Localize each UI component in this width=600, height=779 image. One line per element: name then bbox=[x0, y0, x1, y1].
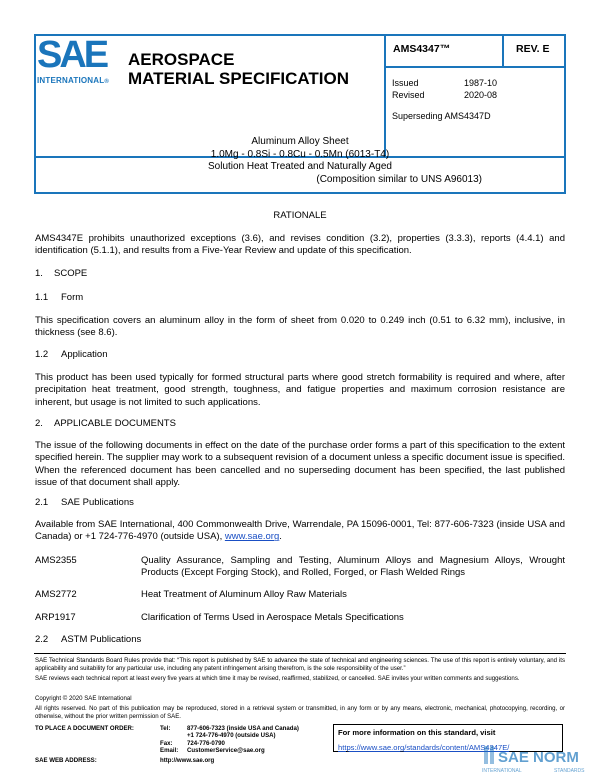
watermark-sub2: STANDARDS bbox=[554, 768, 585, 774]
section-1-2-text: This product has been used typically for formed structural parts where good stretch formability is required and where, after precipitation heat treatment, good strength, toughness, and fatigue properties and maximum corrosion resistance are inherent, but usage is not limited to such applications. bbox=[35, 372, 565, 408]
subtitle-line4: (Composition similar to UNS A96013) bbox=[316, 173, 482, 185]
section-1-1-text: This specification covers an aluminum alloy in the form of sheet from 0.020 to 0.249 inch (0.51 to 6.32 mm), inclusive, in thickness (see 8.6). bbox=[35, 315, 565, 339]
section-1-number: 1. bbox=[35, 268, 43, 279]
section-2-2-title: ASTM Publications bbox=[61, 634, 142, 645]
ref-description: Clarification of Terms Used in Aerospace Metals Specifications bbox=[141, 612, 404, 623]
info-title: For more information on this standard, visit bbox=[338, 728, 496, 737]
standard-link[interactable]: https://www.sae.org/standards/content/AMS4347E/ bbox=[338, 743, 510, 752]
section-1-1-number: 1.1 bbox=[35, 292, 49, 303]
logo-mark: SAE bbox=[37, 34, 107, 76]
ref-description: Heat Treatment of Aluminum Alloy Raw Materials bbox=[141, 589, 347, 600]
section-2-title: APPLICABLE DOCUMENTS bbox=[54, 418, 176, 429]
issued-label: Issued bbox=[392, 78, 419, 88]
logo-subtitle: INTERNATIONAL® bbox=[37, 76, 109, 85]
web-address[interactable]: http://www.sae.org bbox=[160, 757, 215, 764]
watermark-mark: SAE NORM bbox=[498, 749, 579, 766]
section-1-2-title: Application bbox=[61, 349, 108, 360]
section-2-1-number: 2.1 bbox=[35, 497, 49, 508]
tel-label: Tel: bbox=[160, 725, 171, 732]
section-2-1-title: SAE Publications bbox=[61, 497, 134, 508]
footer-copyright: Copyright © 2020 SAE International bbox=[35, 695, 132, 702]
section-2-2-number: 2.2 bbox=[35, 634, 49, 645]
watermark-sub: INTERNATIONAL bbox=[482, 768, 522, 774]
footer-review-note: SAE reviews each technical report at least every five years at which time it may be revised, reaffirmed, stabilized, or cancelled. SAE invites your written comments and suggestions. bbox=[35, 675, 520, 682]
subtitle-line3: Solution Heat Treated and Naturally Aged bbox=[207, 161, 392, 172]
subtitle-line2: 1.0Mg - 0.8Si - 0.8Cu - 0.5Mn (6013-T4) bbox=[210, 148, 390, 160]
sae-website-link[interactable]: www.sae.org bbox=[224, 531, 280, 543]
section-1-title: SCOPE bbox=[54, 268, 88, 279]
document-subtitle bbox=[36, 136, 564, 186]
watermark-logo bbox=[482, 742, 594, 774]
header-divider-rev bbox=[502, 36, 504, 66]
rationale-text: AMS4347E prohibits unauthorized exceptions (3.6), and revises condition (3.2), properties (3.3.3), reports (4.4.1) and identification (5.1.1), and results from a Five-Year Review and update of this specification. bbox=[35, 233, 565, 257]
watermark-graphic bbox=[482, 742, 594, 774]
fax-label: Fax: bbox=[160, 740, 173, 747]
section-2-text: The issue of the following documents in effect on the date of the purchase order forms a part of this specification to the extent specified herein. The supplier may work to a subsequent revision of a document unless a specific document issue is specified. When the referenced document has been cancelled and no superseding document has been specified, the last published issue of that document shall apply. bbox=[35, 440, 565, 488]
ref-code: ARP1917 bbox=[35, 612, 76, 623]
tel-outside: +1 724-776-4970 (outside USA) bbox=[187, 732, 276, 739]
spec-title bbox=[128, 50, 349, 88]
sae-logo bbox=[37, 36, 119, 86]
subtitle-line1: Aluminum Alloy Sheet bbox=[251, 136, 349, 147]
revised-label: Revised bbox=[392, 90, 425, 100]
revised-value: 2020-08 bbox=[464, 90, 498, 100]
section-1-2-number: 1.2 bbox=[35, 349, 49, 360]
tel-inside: 877-606-7323 (inside USA and Canada) bbox=[187, 725, 299, 732]
registered-mark: ® bbox=[104, 79, 109, 85]
email-label: Email: bbox=[160, 747, 179, 754]
footer-disclaimer: SAE Technical Standards Board Rules provide that: “This report is published by SAE to advance the state of technical and engineering sciences. The use of this report is entirely voluntary, and its applicability and suitability for any particular use, including any patent infringement arising therefrom, is the sole responsibility of the user.” bbox=[35, 657, 565, 672]
header-divider-doc bbox=[384, 66, 566, 68]
superseding-note: Superseding AMS4347D bbox=[392, 111, 491, 121]
web-label: SAE WEB ADDRESS: bbox=[35, 757, 97, 764]
issued-value: 1987-10 bbox=[464, 78, 498, 88]
ref-description: Quality Assurance, Sampling and Testing, Aluminum Alloys and Magnesium Alloys, Wrought Products (Except Forging Stock), and Rolled, Forged, or Flash Welded Rings bbox=[141, 555, 565, 579]
fax-number: 724-776-0790 bbox=[187, 740, 225, 747]
ref-code: AMS2772 bbox=[35, 589, 77, 600]
spec-title-line2: MATERIAL SPECIFICATION bbox=[128, 69, 349, 88]
section-1-1-title: Form bbox=[61, 292, 84, 303]
section-2-number: 2. bbox=[35, 418, 43, 429]
order-label: TO PLACE A DOCUMENT ORDER: bbox=[35, 725, 134, 732]
ref-code: AMS2355 bbox=[35, 555, 77, 566]
footer-divider bbox=[34, 653, 566, 654]
spec-title-line1: AEROSPACE bbox=[128, 50, 235, 69]
rationale-heading: RATIONALE bbox=[273, 210, 327, 221]
section-2-1-text: Available from SAE International, 400 Commonwealth Drive, Warrendale, PA 15096-0001, Tel: 877-606-7323 (inside USA and Canada) or +1 724-776-4970 (outside USA), www.sae.org. bbox=[35, 519, 565, 543]
footer-rights: All rights reserved. No part of this publication may be reproduced, stored in a retrieval system or transmitted, in any form or by any means, electronic, mechanical, photocopying, recording, or otherwise, without the prior written permission of SAE. bbox=[35, 705, 565, 720]
revision: REV. E bbox=[516, 43, 550, 55]
email-address[interactable]: CustomerService@sae.org bbox=[187, 747, 265, 754]
doc-number: AMS4347™ bbox=[393, 43, 451, 55]
